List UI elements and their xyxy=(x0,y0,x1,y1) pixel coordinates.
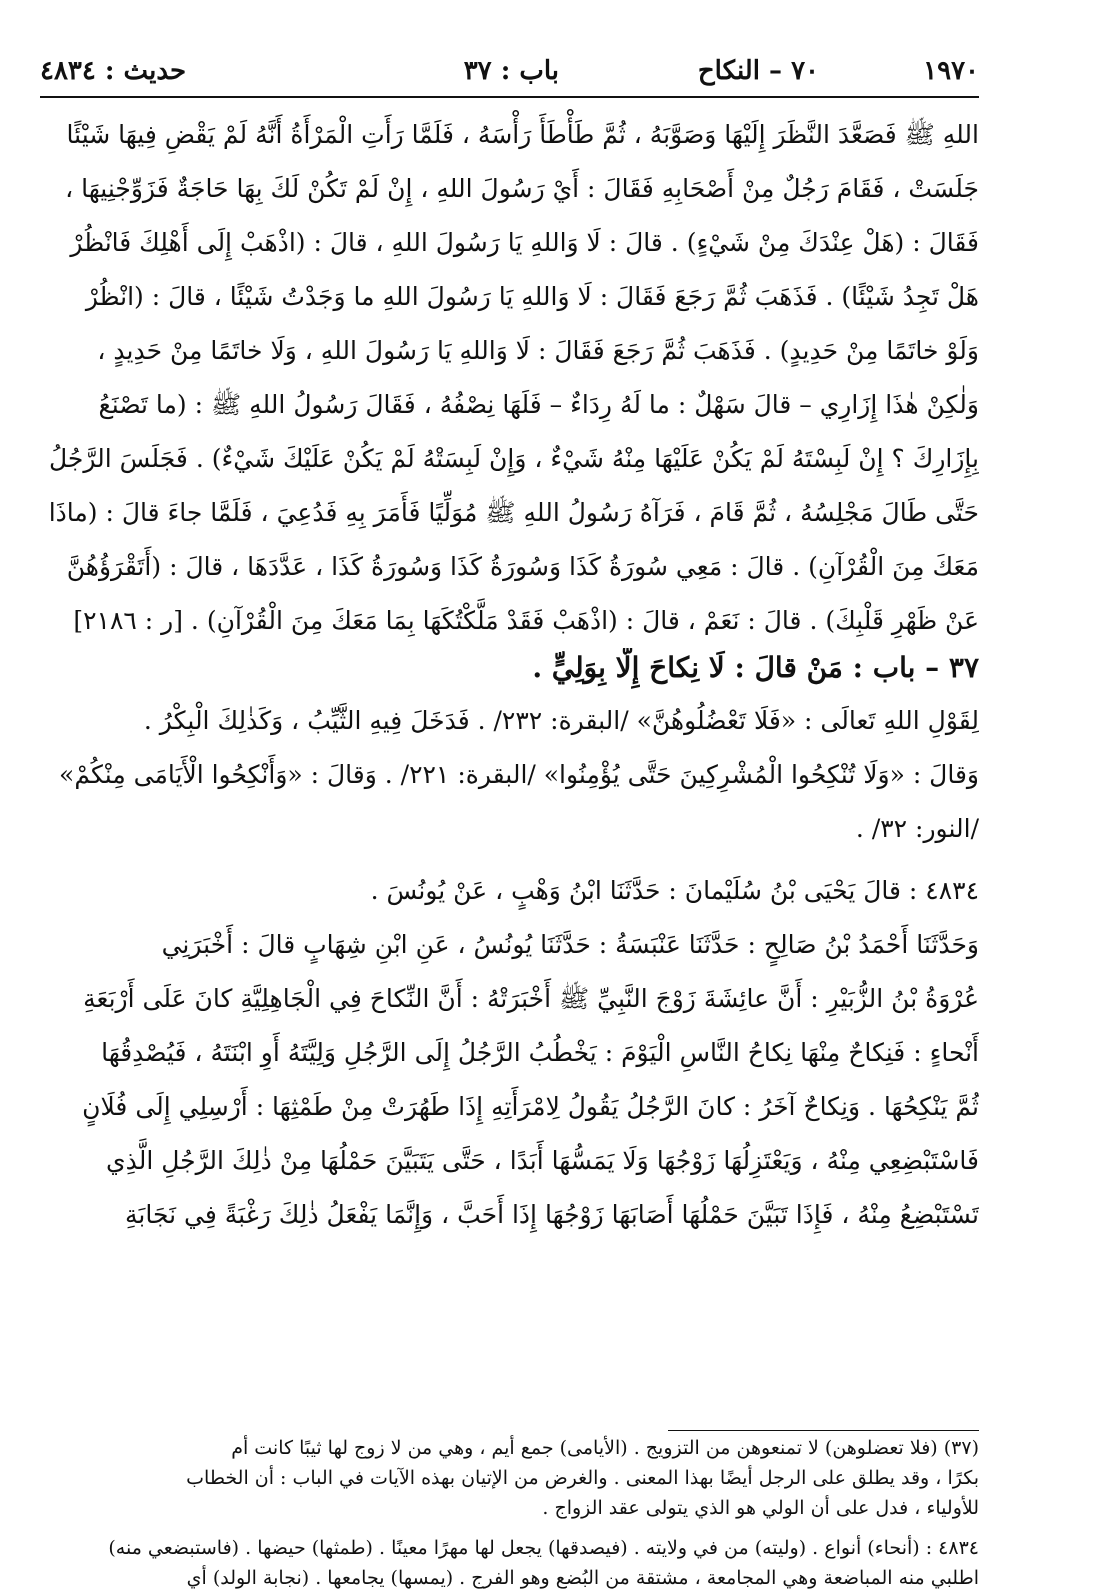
text-line: هَلْ تَجِدُ شَيْئًا) . فَذَهَبَ ثُمَّ رَجَعَ فَقَالَ : لَا وَاللهِ يَا رَسُولَ اللهِ ما وَجَدْتُ شَيْئًا ، قالَ : (انْظُرْ xyxy=(85,282,979,311)
book-title: ٧٠ – النكاح xyxy=(697,56,819,86)
hadith-line: فَاسْتَبْضِعِي مِنْهُ ، وَيَعْتَزِلُهَا زَوْجُهَا وَلَا يَمَسُّهَا أَبَدًا ، حَتَّى يَتَبَيَّنَ حَمْلُهَا مِنْ ذٰلِكَ الرَّجُلِ الَّذِي xyxy=(106,1146,979,1175)
hadith-line: ٤٨٣٤ : قالَ يَحْيَى بْنُ سُلَيْمانَ : حَدَّثَنَا ابْنُ وَهْبٍ ، عَنْ يُونُسَ . xyxy=(370,876,979,905)
chapter-number: باب : ٣٧ xyxy=(463,56,559,86)
footnote-line: اطلبي منه المباضعة وهي المجامعة ، مشتقة من البُضع وهو الفرج . (يمسها) يجامعها . (نجابة الولد) أي xyxy=(186,1567,979,1589)
text-line: جَلَسَتْ ، فَقَامَ رَجُلٌ مِنْ أَصْحَابِهِ فَقَالَ : أَيْ رَسُولَ اللهِ ، إِنْ لَمْ تَكُنْ لَكَ بِهَا حَاجَةٌ فَزَوِّجْنِيهَا ، xyxy=(65,174,979,203)
footnote-line: للأولياء ، فدل على أن الولي هو الذي يتولى عقد الزواج . xyxy=(542,1497,979,1519)
hadith-line: ثُمَّ يَنْكِحُهَا . وَنِكاحٌ آخَرُ : كانَ الرَّجُلُ يَقُولُ لِامْرَأَتِهِ إِذَا طَهُرَتْ مِنْ طَمْثِهَا : أَرْسِلِي إِلَى فُلَانٍ xyxy=(82,1092,979,1121)
hadith-line: تَسْتَبْضِعُ مِنْهُ ، فَإِذَا تَبَيَّنَ حَمْلُهَا أَصَابَهَا زَوْجُهَا إِذَا أَحَبَّ ، وَإِنَّمَا يَفْعَلُ ذٰلِكَ رَغْبَةً فِي نَجَابَةِ xyxy=(124,1200,979,1229)
text-line: لِقَوْلِ اللهِ تَعالَى : «فَلَا تَعْضُلُوهُنَّ» /البقرة: ٢٣٢/ . فَدَخَلَ فِيهِ الثَّيِّبُ ، وَكَذٰلِكَ الْبِكْرُ . xyxy=(143,706,979,735)
text-line: وَقالَ : «وَلَا تُنْكِحُوا الْمُشْرِكِينَ حَتَّى يُؤْمِنُوا» /البقرة: ٢٢١/ . وَقالَ : «وَأَنْكِحُوا الْأَيَامَى مِنْكُمْ» xyxy=(59,760,979,789)
hadith-line: أَنْحاءٍ : فَنِكاحٌ مِنْهَا نِكاحُ النَّاسِ الْيَوْمَ : يَخْطُبُ الرَّجُلُ إِلَى الرَّجُلِ وَلِيَّتَهُ أَوِ ابْنَتَهُ ، فَيُصْدِقُهَا xyxy=(101,1038,979,1067)
text-line: عَنْ ظَهْرِ قَلْبِكَ) . قالَ : نَعَمْ ، قالَ : (اذْهَبْ فَقَدْ مَلَّكْتُكَهَا بِمَا مَعَكَ مِنَ الْقُرْآنِ) . [ر : ٢١٨٦] xyxy=(73,606,979,635)
footnotes xyxy=(40,1433,979,1593)
text-line: /النور: ٣٢/ . xyxy=(855,814,979,843)
hadith-number: حديث : ٤٨٣٤ xyxy=(40,56,187,86)
footnote-line: (٣٧) (فلا تعضلوهن) لا تمنعوهن من التزويج . (الأيامى) جمع أيم ، وهي من لا زوج لها ثيبًا كانت أم xyxy=(231,1437,979,1459)
footnote-divider xyxy=(668,1430,979,1431)
text-line: مَعَكَ مِنَ الْقُرْآنِ) . قالَ : مَعِي سُورَةُ كَذَا وَسُورَةُ كَذَا وَسُورَةُ كَذَا ، عَدَّدَهَا ، قالَ : (أَتَقْرَؤُهُنَّ xyxy=(66,552,979,581)
footnote-line: بكرًا ، وقد يطلق على الرجل أيضًا بهذا المعنى . والغرض من الإتيان بهذه الآيات في الباب : أن الخطاب xyxy=(186,1467,979,1489)
main-text xyxy=(40,108,979,1242)
text-line: فَقَالَ : (هَلْ عِنْدَكَ مِنْ شَيْءٍ) . قالَ : لَا وَاللهِ يَا رَسُولَ اللهِ ، قالَ : (اذْهَبْ إِلَى أَهْلِكَ فَانْظُرْ xyxy=(70,228,979,257)
text-line: بِإِزَارِكَ ؟ إِنْ لَبِسْتَهُ لَمْ يَكُنْ عَلَيْهَا مِنْهُ شَيْءٌ ، وَإِنْ لَبِسَتْهُ لَمْ يَكُنْ عَلَيْكَ شَيْءٌ) . فَجَلَسَ الرَّجُلُ xyxy=(48,444,979,473)
text-line: حَتَّى طَالَ مَجْلِسُهُ ، ثُمَّ قَامَ ، فَرَآهُ رَسُولُ اللهِ ﷺ مُوَلِّيًا فَأَمَرَ بِهِ فَدُعِيَ ، فَلَمَّا جاءَ قالَ : (ماذَا xyxy=(48,498,979,527)
text-line: اللهِ ﷺ فَصَعَّدَ النَّظَرَ إِلَيْهَا وَصَوَّبَهُ ، ثُمَّ طَأْطَأَ رَأْسَهُ ، فَلَمَّا رَأَتِ الْمَرْأَةُ أَنَّهُ لَمْ يَقْضِ فِيهَا شَيْئًا xyxy=(66,120,979,149)
text-line: وَلٰكِنْ هٰذَا إِزَارِي – قالَ سَهْلٌ : ما لَهُ رِدَاءٌ – فَلَهَا نِصْفُهُ ، فَقَالَ رَسُولُ اللهِ ﷺ : (ما تَصْنَعُ xyxy=(98,390,979,419)
page-number: ١٩٧٠ xyxy=(923,56,979,86)
hadith-line: عُرْوَةُ بْنُ الزُّبَيْرِ : أَنَّ عائِشَةَ زَوْجَ النَّبِيِّ ﷺ أَخْبَرَتْهُ : أَنَّ النِّكاحَ فِي الْجَاهِلِيَّةِ كانَ عَلَى أَرْبَعَةِ xyxy=(83,984,979,1013)
footnote-line: ٤٨٣٤ : (أنحاء) أنواع . (وليته) من في ولايته . (فيصدقها) يجعل لها مهرًا معينًا . (طمثها) حيضها . (فاستبضعي منه) xyxy=(108,1537,979,1559)
text-line: وَلَوْ خاتَمًا مِنْ حَدِيدٍ) . فَذَهَبَ ثُمَّ رَجَعَ فَقَالَ : لَا وَاللهِ يَا رَسُولَ اللهِ ، وَلَا خاتَمًا مِنْ حَدِيدٍ ، xyxy=(97,336,979,365)
header-divider xyxy=(40,96,979,98)
chapter-heading: ٣٧ – باب : مَنْ قالَ : لَا نِكاحَ إِلَّا بِوَلِيٍّ . xyxy=(532,651,979,684)
running-header xyxy=(40,48,979,98)
hadith-line: وَحَدَّثَنَا أَحْمَدُ بْنُ صَالِحٍ : حَدَّثَنَا عَنْبَسَةُ : حَدَّثَنَا يُونُسُ ، عَنِ ابْنِ شِهَابٍ قالَ : أَخْبَرَنِي xyxy=(161,930,979,959)
